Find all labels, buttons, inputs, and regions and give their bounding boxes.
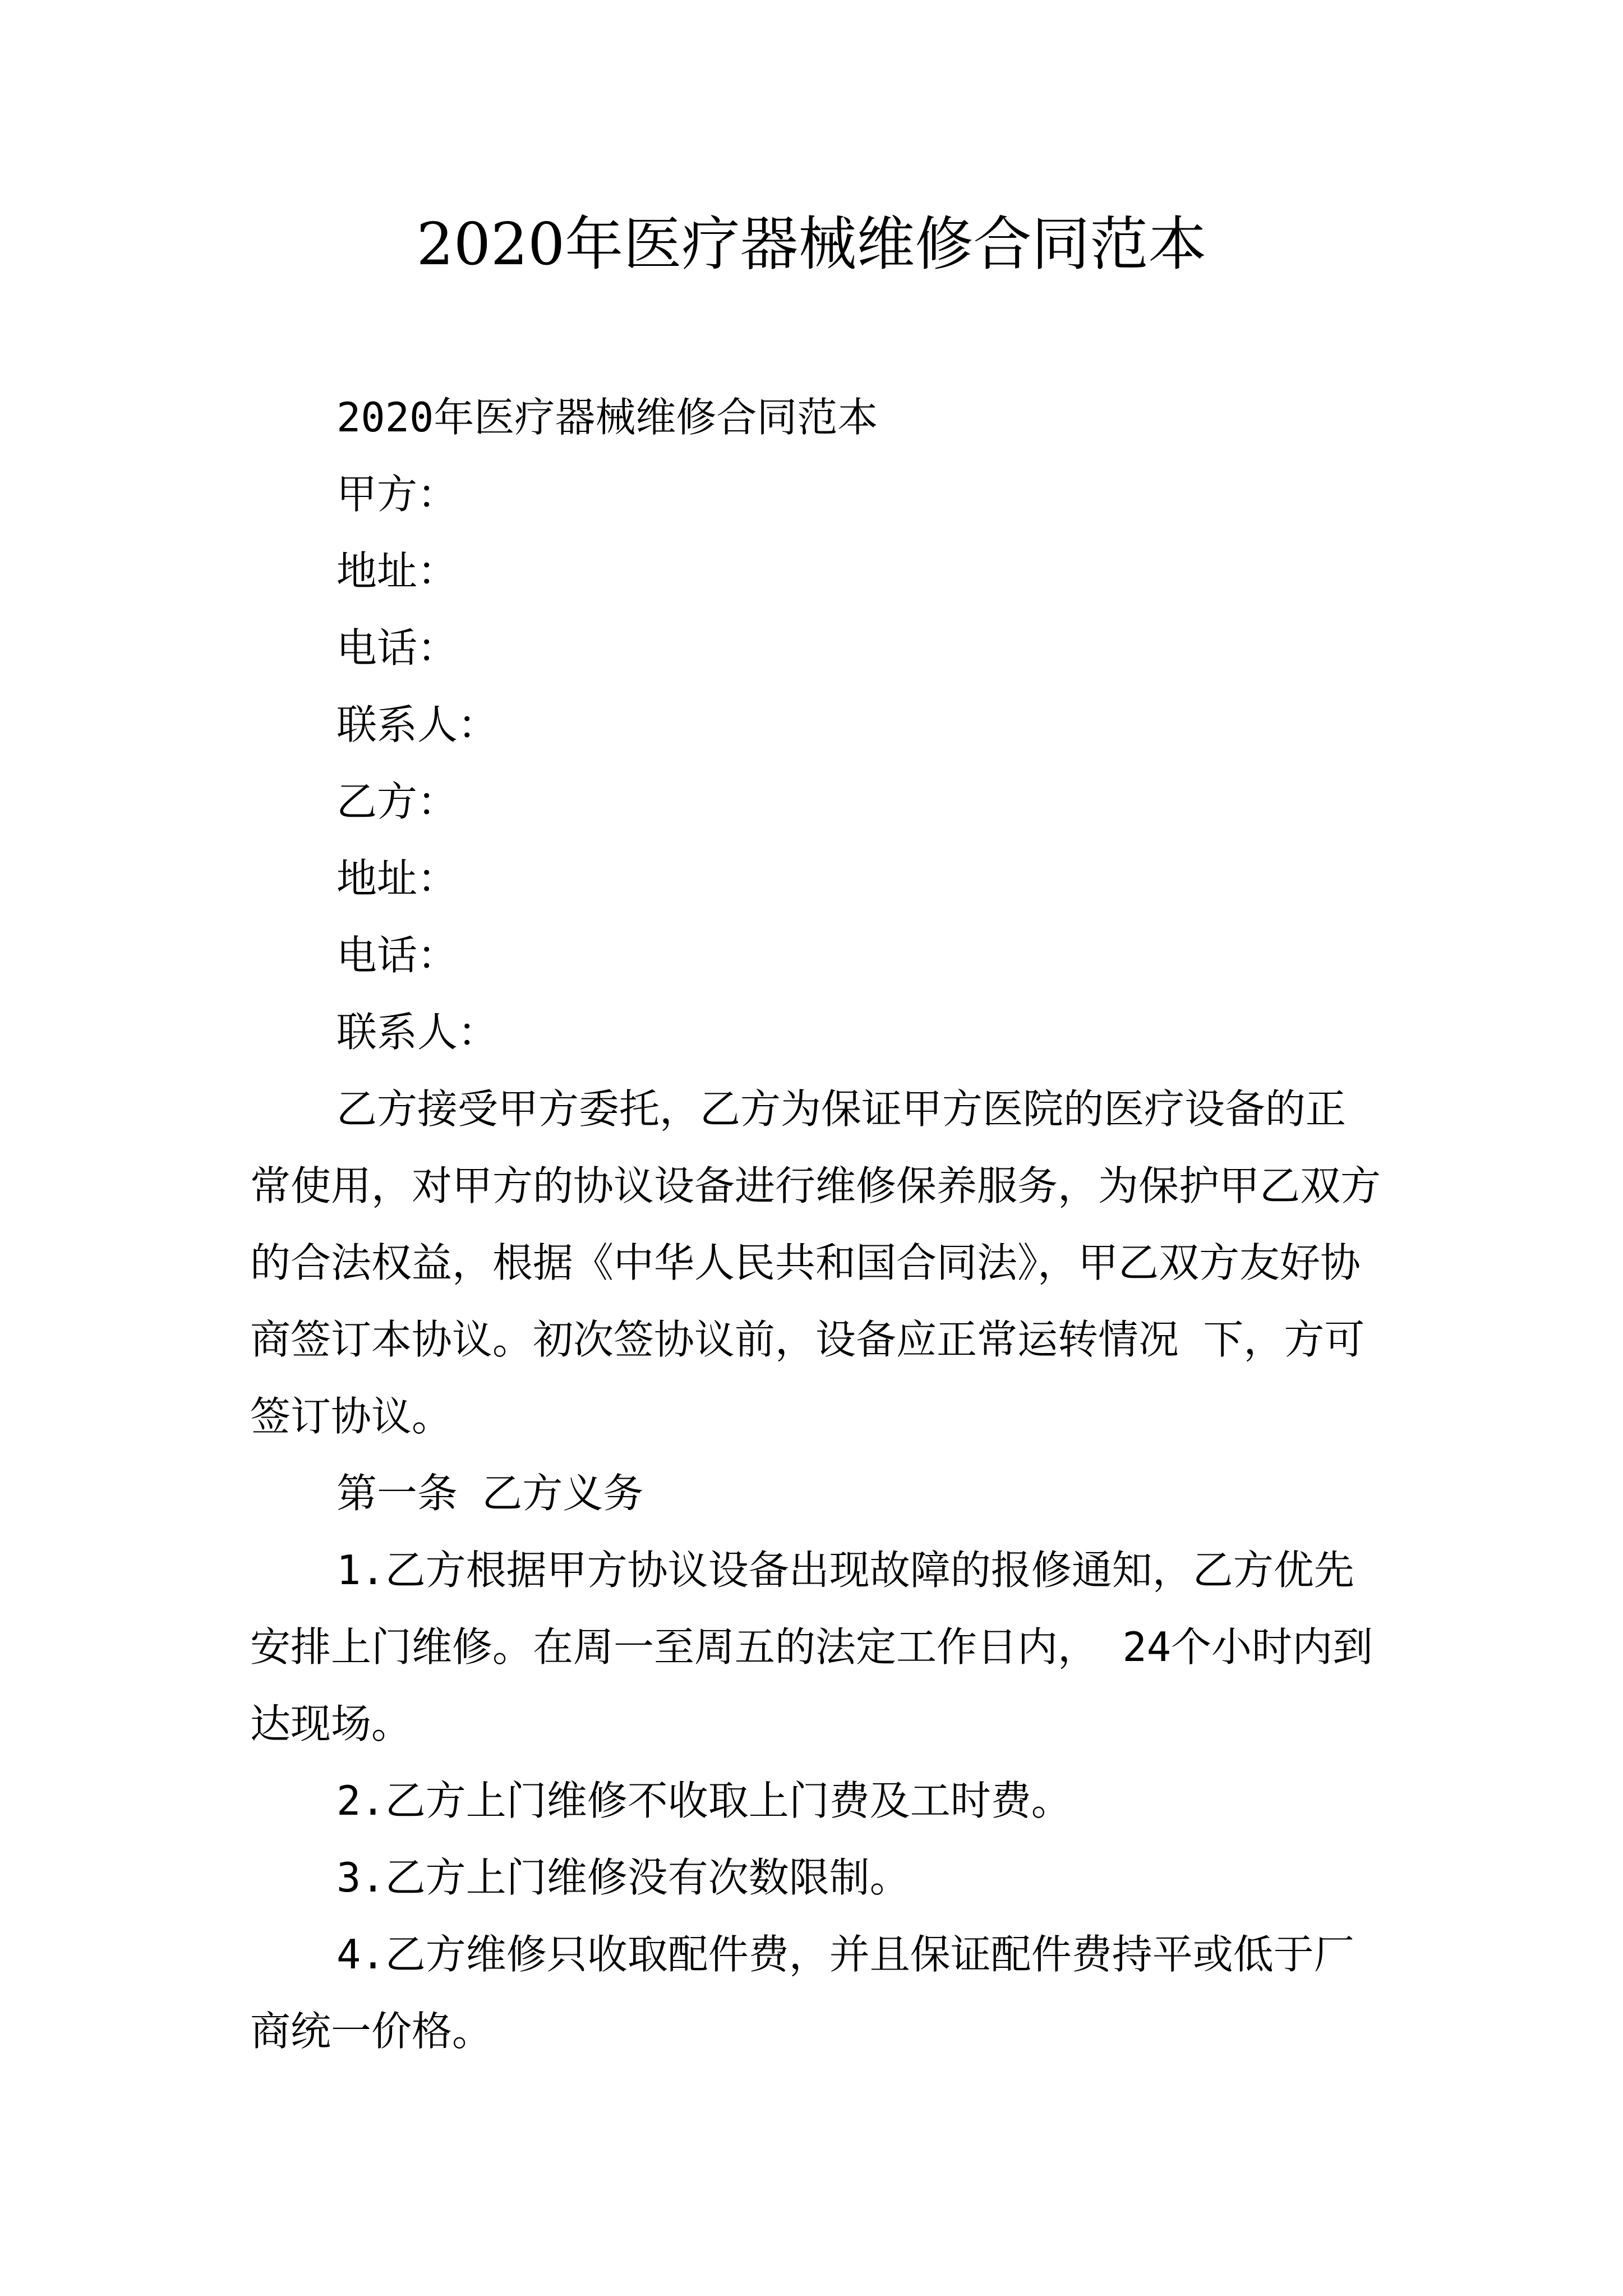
party-b-phone-label: 电话： xyxy=(336,932,458,979)
party-b-name-label: 乙方： xyxy=(336,778,458,825)
clause-paragraph: 2.乙方上门维修不收取上门费及工时费。 xyxy=(336,1777,1072,1824)
party-a-contact-label: 联系人： xyxy=(336,701,499,748)
party-b-contact-label: 联系人： xyxy=(336,1009,499,1056)
clause-paragraph: 1.乙方根据甲方协议设备出现故障的报修通知，乙方优先安排上门维修。在周一至周五的法定工作日内， 24个小时内到达现场。 xyxy=(250,1547,1373,1747)
party-b-address-label: 地址： xyxy=(336,855,458,902)
party-a-phone-label: 电话： xyxy=(336,624,458,671)
preamble-paragraph: 乙方接受甲方委托，乙方为保证甲方医院的医疗设备的正常使用，对甲方的协议设备进行维修保养服务，为保护甲乙双方的合法权益，根据《中华人民共和国合同法》，甲乙双方友好协商签订本协议。初次签协议前，设备应正常运转情况 下，方可签订协议。 xyxy=(250,1085,1381,1440)
document-body xyxy=(250,379,1382,2070)
document-subtitle: 2020年医疗器械维修合同范本 xyxy=(336,394,878,441)
party-a-name-label: 甲方： xyxy=(336,471,458,518)
party-a-address-label: 地址： xyxy=(336,547,458,595)
clause-paragraph: 3.乙方上门维修没有次数限制。 xyxy=(336,1854,910,1901)
clause-paragraph: 4.乙方维修只收取配件费，并且保证配件费持平或低于厂商统一价格。 xyxy=(250,1931,1354,2055)
article-heading: 第一条 乙方义务 xyxy=(336,1470,644,1517)
document-title: 2020年医疗器械维修合同范本 xyxy=(416,210,1207,278)
